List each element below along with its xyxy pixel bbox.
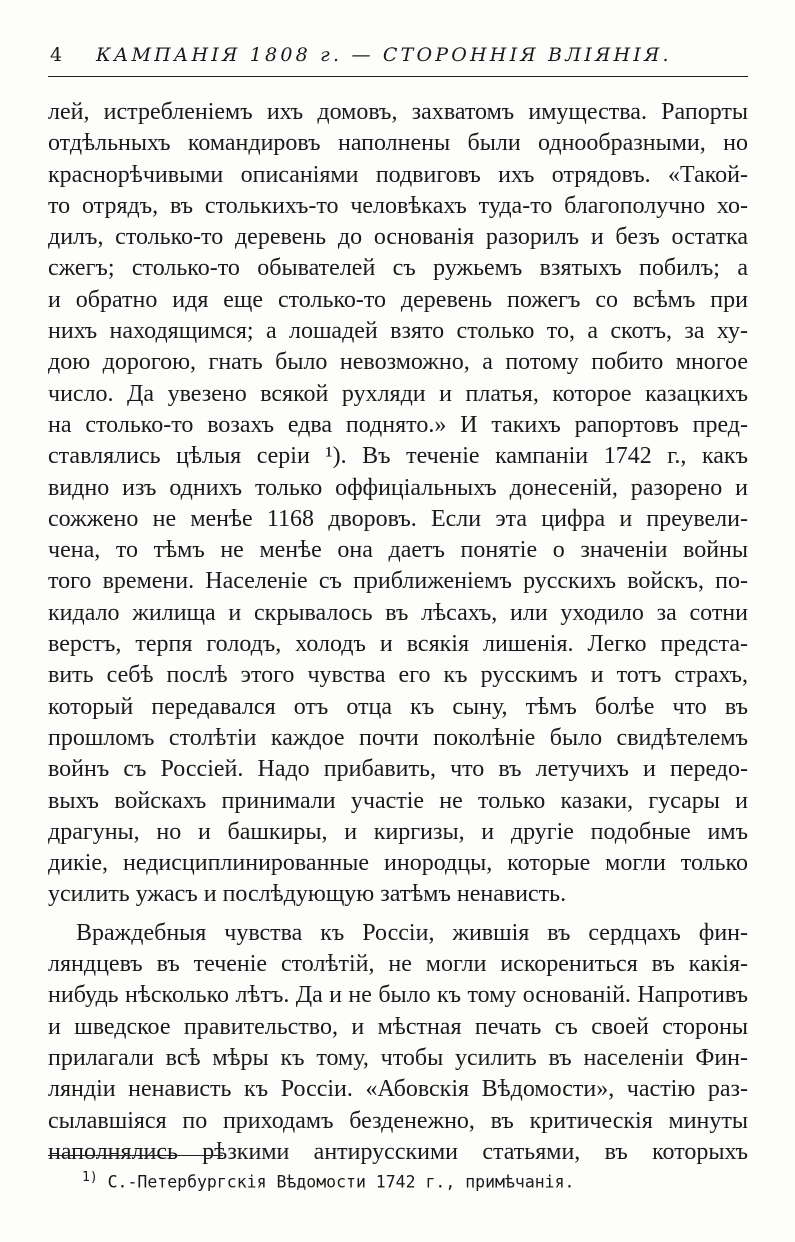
- text-line: дою дорогою, гнать было невозможно, а потому побито многое: [48, 349, 748, 376]
- text-line: число. Да увезено всякой рухляди и платья, которое казацкихъ: [48, 380, 748, 407]
- text-line: вить себѣ послѣ этого чувства его къ русскимъ и тотъ страхъ,: [48, 662, 748, 689]
- paragraph-2: [48, 918, 748, 1168]
- text-line: сылавшіяся по приходамъ безденежно, въ критическія минуты: [48, 1107, 748, 1134]
- body-text: [48, 97, 748, 1168]
- paragraph-1: [48, 97, 748, 911]
- text-line: усилить ужасъ и послѣдующую затѣмъ ненависть.: [48, 881, 567, 908]
- text-line: сжегъ; столько-то обывателей съ ружьемъ взятыхъ побилъ; а: [48, 255, 748, 282]
- text-line: ляндіи ненависть къ Россіи. «Абовскія Вѣдомости», частію раз-: [48, 1076, 748, 1103]
- text-line: дикіе, недисциплинированные инородцы, которые могли только: [48, 850, 748, 877]
- text-line: который передавался отъ отца къ сыну, тѣмъ болѣе что въ: [48, 693, 748, 720]
- text-line: на столько-то возахъ едва поднято.» И такихъ рапортовъ пред-: [48, 411, 748, 438]
- text-line: прошломъ столѣтіи каждое почти поколѣніе было свидѣтелемъ: [48, 724, 748, 751]
- text-line: того времени. Населеніе съ приближеніемъ русскихъ войскъ, по-: [48, 568, 748, 595]
- text-line: дилъ, столько-то деревень до основанія разорилъ и безъ остатка: [48, 224, 748, 251]
- paragraph-gap: [48, 911, 748, 918]
- text-line: лей, истребленіемъ ихъ домовъ, захватомъ имущества. Рапорты: [48, 99, 748, 125]
- footnote-rule: [48, 1155, 223, 1156]
- page-number: 4: [50, 44, 63, 66]
- text-line: кидало жилища и скрывалось въ лѣсахъ, или уходило за сотни: [48, 599, 748, 626]
- text-line: чена, то тѣмъ не менѣе она даетъ понятіе о значеніи войны: [48, 537, 748, 564]
- running-header: [48, 44, 748, 77]
- footnote: [82, 1170, 574, 1192]
- text-line: верстъ, терпя голодъ, холодъ и всякія лишенія. Легко предста-: [48, 631, 748, 658]
- text-line: выхъ войскахъ принимали участіе не только казаки, гусары и: [48, 787, 748, 814]
- text-line: сожжено не менѣе 1168 дворовъ. Если эта цифра и преувели-: [48, 505, 748, 532]
- text-line: драгуны, но и башкиры, и киргизы, и другіе подобные имъ: [48, 818, 748, 845]
- text-line: и шведское правительство, и мѣстная печать съ своей стороны: [48, 1013, 748, 1040]
- text-line: ляндцевъ въ теченіе столѣтій, не могли искорениться въ какія-: [48, 951, 748, 978]
- footnote-marker: 1): [82, 1170, 98, 1185]
- text-line: краснорѣчивыми описаніями подвиговъ ихъ отрядовъ. «Такой-: [48, 161, 748, 188]
- text-line: и обратно идя еще столько-то деревень пожегъ со всѣмъ при: [48, 286, 748, 313]
- text-line: то отрядъ, въ столькихъ-то человѣкахъ туда-то благополучно хо-: [48, 192, 748, 219]
- footnote-text: С.-Петербургскія Вѣдомости 1742 г., примѣчанія.: [107, 1172, 575, 1192]
- text-line: наполнялись рѣзкими антирусскими статьями, въ которыхъ: [48, 1138, 748, 1165]
- text-line: нихъ находящимся; а лошадей взято столько то, а скотъ, за ху-: [48, 318, 748, 345]
- book-page: [48, 44, 748, 1168]
- text-line: Враждебныя чувства къ Россіи, жившія въ сердцахъ фин-: [76, 919, 748, 946]
- text-line: отдѣльныхъ командировъ наполнены были однообразными, но: [48, 130, 748, 157]
- text-line: ставлялись цѣлыя серіи ¹). Въ теченіе кампаніи 1742 г., какъ: [48, 443, 748, 470]
- running-title: КАМПАНІЯ 1808 г. — СТОРОННІЯ ВЛІЯНІЯ.: [96, 44, 672, 66]
- text-line: нибудь нѣсколько лѣтъ. Да и не было къ тому основаній. Напротивъ: [48, 982, 748, 1009]
- text-line: прилагали всѣ мѣры къ тому, чтобы усилить въ населеніи Фин-: [48, 1044, 748, 1071]
- text-line: войнъ съ Россіей. Надо прибавить, что въ летучихъ и передо-: [48, 756, 748, 783]
- text-line: видно изъ однихъ только оффиціальныхъ донесеній, разорено и: [48, 474, 748, 501]
